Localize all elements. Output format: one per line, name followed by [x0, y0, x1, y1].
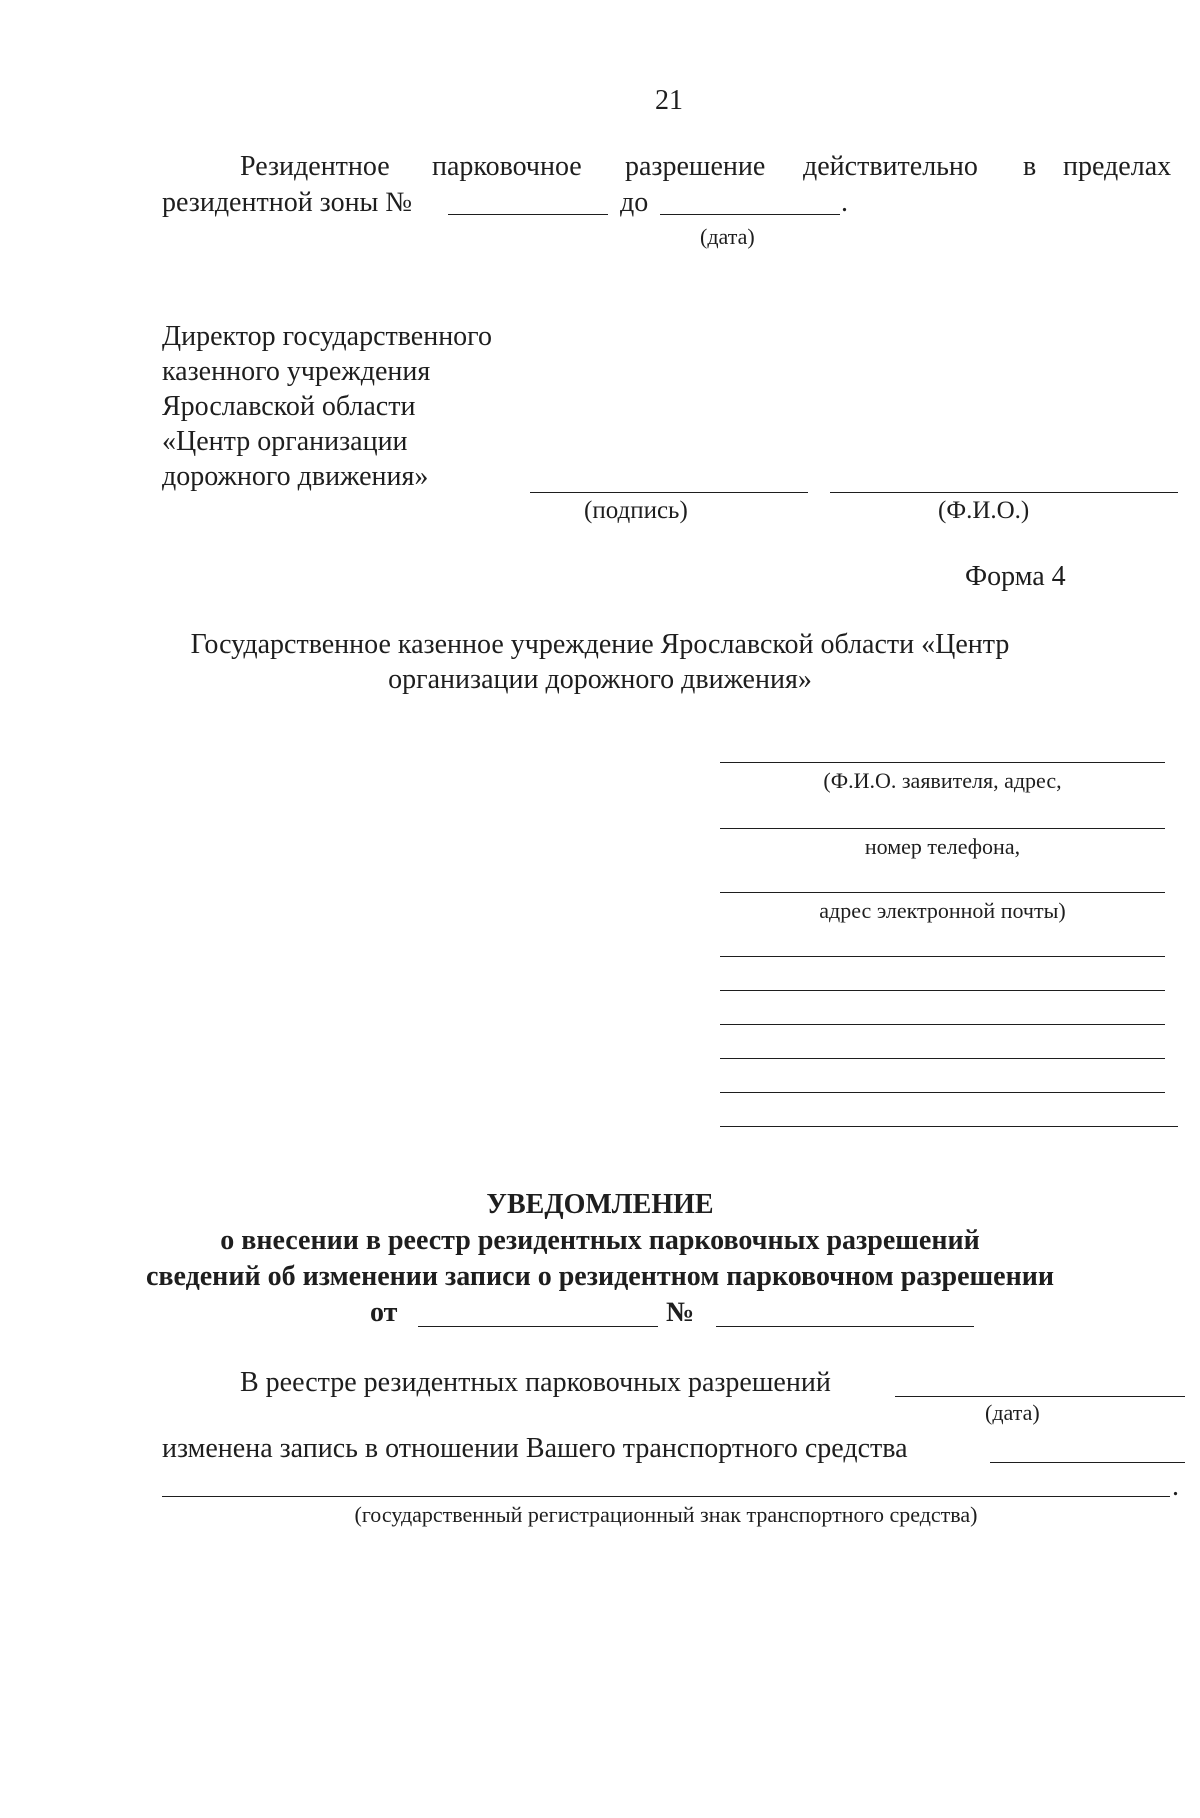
signatory-line-5: дорожного движения»	[162, 461, 429, 492]
recipient-line-2	[720, 828, 1165, 829]
body-line-3-period: .	[1172, 1471, 1179, 1502]
valid-until-date-blank	[660, 214, 840, 215]
page-number: 21	[655, 85, 683, 116]
recipient-caption-1: (Ф.И.О. заявителя, адрес,	[823, 768, 1062, 793]
validity-word-6: пределах	[1063, 151, 1172, 182]
recipient-line-8	[720, 1092, 1165, 1093]
signature-blank	[530, 492, 808, 493]
signatory-line-3: Ярославской области	[162, 391, 416, 422]
signatory-line-2: казенного учреждения	[162, 356, 431, 387]
validity-period: .	[841, 187, 848, 218]
notice-number-label: №	[666, 1297, 695, 1328]
recipient-line-6	[720, 1024, 1165, 1025]
validity-word-4: действительно	[803, 151, 978, 182]
recipient-line-4	[720, 956, 1165, 957]
vehicle-plate-caption: (государственный регистрационный знак транспортного средства)	[354, 1502, 978, 1527]
validity-date-caption: (дата)	[700, 224, 755, 249]
registry-date-caption: (дата)	[985, 1400, 1040, 1425]
notice-from-label: от	[370, 1297, 398, 1328]
zone-number-blank	[448, 214, 608, 215]
notice-title: УВЕДОМЛЕНИЕ	[486, 1189, 714, 1220]
recipient-line-3	[720, 892, 1165, 893]
organization-line-2: организации дорожного движения»	[388, 664, 812, 695]
form-label: Форма 4	[965, 561, 1066, 592]
body-line-1: В реестре резидентных парковочных разрешений	[240, 1367, 831, 1398]
notice-subtitle-2: сведений об изменении записи о резидентном парковочном разрешении	[145, 1261, 1055, 1292]
signatory-name-caption: (Ф.И.О.)	[938, 497, 1030, 524]
recipient-caption-2: номер телефона,	[864, 834, 1021, 859]
vehicle-blank-1	[990, 1462, 1185, 1463]
recipient-line-5	[720, 990, 1165, 991]
notice-date-blank	[418, 1326, 658, 1327]
validity-word-3: разрешение	[625, 151, 766, 182]
body-line-2: изменена запись в отношении Вашего транспортного средства	[162, 1433, 908, 1464]
recipient-line-9	[720, 1126, 1178, 1127]
validity-word-1: Резидентное	[240, 151, 390, 182]
signatory-line-4: «Центр организации	[162, 426, 408, 457]
validity-until-label: до	[620, 187, 649, 218]
validity-zone-label: резидентной зоны №	[162, 187, 413, 218]
recipient-line-1	[720, 762, 1165, 763]
recipient-line-7	[720, 1058, 1165, 1059]
validity-word-5: в	[1023, 151, 1037, 182]
notice-subtitle-1: о внесении в реестр резидентных парковочных разрешений	[220, 1225, 980, 1256]
notice-number-blank	[716, 1326, 974, 1327]
signatory-line-1: Директор государственного	[162, 321, 492, 352]
organization-line-1: Государственное казенное учреждение Ярославской области «Центр	[190, 629, 1010, 660]
registry-date-blank	[895, 1396, 1185, 1397]
signatory-name-blank	[830, 492, 1178, 493]
recipient-caption-3: адрес электронной почты)	[819, 898, 1066, 923]
validity-word-2: парковочное	[432, 151, 582, 182]
signature-caption: (подпись)	[584, 497, 688, 524]
vehicle-plate-blank	[162, 1496, 1170, 1497]
